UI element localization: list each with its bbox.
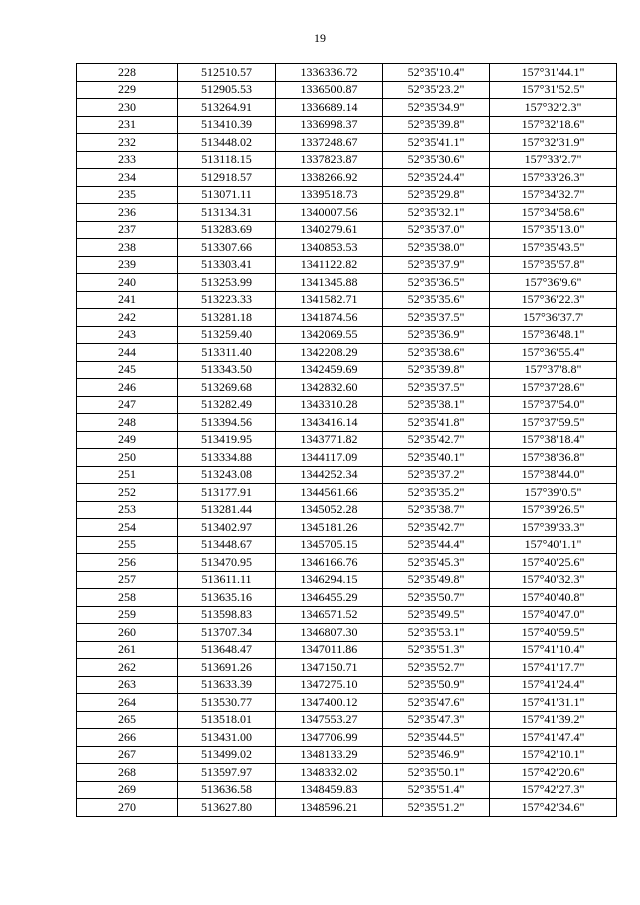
table-row — [77, 431, 617, 449]
x-coordinate-cell: 513177.91 — [178, 484, 276, 502]
latitude-cell: 52°35'51.3" — [383, 641, 490, 659]
longitude-cell: 157°36'48.1" — [490, 326, 617, 344]
y-coordinate-cell: 1340853.53 — [276, 239, 383, 257]
point-number-cell: 236 — [77, 204, 178, 222]
longitude-cell: 157°42'10.1" — [490, 746, 617, 764]
point-number-cell: 256 — [77, 554, 178, 572]
point-number-cell: 267 — [77, 746, 178, 764]
x-coordinate-cell: 513269.68 — [178, 379, 276, 397]
table-row — [77, 169, 617, 187]
latitude-cell: 52°35'44.5" — [383, 729, 490, 747]
table-row — [77, 81, 617, 99]
coordinates-table-body — [77, 64, 617, 817]
latitude-cell: 52°35'42.7" — [383, 431, 490, 449]
y-coordinate-cell: 1341122.82 — [276, 256, 383, 274]
point-number-cell: 245 — [77, 361, 178, 379]
y-coordinate-cell: 1348332.02 — [276, 764, 383, 782]
point-number-cell: 229 — [77, 81, 178, 99]
x-coordinate-cell: 512510.57 — [178, 64, 276, 82]
latitude-cell: 52°35'38.1" — [383, 396, 490, 414]
latitude-cell: 52°35'37.2" — [383, 466, 490, 484]
y-coordinate-cell: 1347150.71 — [276, 659, 383, 677]
x-coordinate-cell: 513648.47 — [178, 641, 276, 659]
point-number-cell: 262 — [77, 659, 178, 677]
x-coordinate-cell: 513283.69 — [178, 221, 276, 239]
longitude-cell: 157°38'18.4" — [490, 431, 617, 449]
y-coordinate-cell: 1348596.21 — [276, 799, 383, 817]
y-coordinate-cell: 1347275.10 — [276, 676, 383, 694]
y-coordinate-cell: 1339518.73 — [276, 186, 383, 204]
table-row — [77, 256, 617, 274]
longitude-cell: 157°39'33.3" — [490, 519, 617, 537]
y-coordinate-cell: 1336998.37 — [276, 116, 383, 134]
table-row — [77, 641, 617, 659]
y-coordinate-cell: 1341345.88 — [276, 274, 383, 292]
y-coordinate-cell: 1343310.28 — [276, 396, 383, 414]
table-row — [77, 589, 617, 607]
table-row — [77, 799, 617, 817]
x-coordinate-cell: 513499.02 — [178, 746, 276, 764]
x-coordinate-cell: 512905.53 — [178, 81, 276, 99]
latitude-cell: 52°35'34.9" — [383, 99, 490, 117]
table-row — [77, 134, 617, 152]
table-row — [77, 291, 617, 309]
point-number-cell: 266 — [77, 729, 178, 747]
table-row — [77, 676, 617, 694]
point-number-cell: 237 — [77, 221, 178, 239]
longitude-cell: 157°37'59.5" — [490, 414, 617, 432]
latitude-cell: 52°35'37.5" — [383, 379, 490, 397]
y-coordinate-cell: 1348133.29 — [276, 746, 383, 764]
longitude-cell: 157°41'24.4" — [490, 676, 617, 694]
longitude-cell: 157°40'40.8" — [490, 589, 617, 607]
table-row — [77, 501, 617, 519]
latitude-cell: 52°35'50.1" — [383, 764, 490, 782]
point-number-cell: 260 — [77, 624, 178, 642]
latitude-cell: 52°35'29.8" — [383, 186, 490, 204]
y-coordinate-cell: 1336500.87 — [276, 81, 383, 99]
coordinates-table — [76, 63, 617, 817]
latitude-cell: 52°35'49.8" — [383, 571, 490, 589]
table-row — [77, 361, 617, 379]
latitude-cell: 52°35'24.4" — [383, 169, 490, 187]
y-coordinate-cell: 1337248.67 — [276, 134, 383, 152]
x-coordinate-cell: 513334.88 — [178, 449, 276, 467]
latitude-cell: 52°35'42.7" — [383, 519, 490, 537]
table-row — [77, 309, 617, 327]
point-number-cell: 246 — [77, 379, 178, 397]
point-number-cell: 268 — [77, 764, 178, 782]
y-coordinate-cell: 1346807.30 — [276, 624, 383, 642]
x-coordinate-cell: 513448.67 — [178, 536, 276, 554]
point-number-cell: 232 — [77, 134, 178, 152]
longitude-cell: 157°39'0.5" — [490, 484, 617, 502]
longitude-cell: 157°40'25.6" — [490, 554, 617, 572]
longitude-cell: 157°40'32.3" — [490, 571, 617, 589]
point-number-cell: 257 — [77, 571, 178, 589]
longitude-cell: 157°33'26.3" — [490, 169, 617, 187]
point-number-cell: 270 — [77, 799, 178, 817]
longitude-cell: 157°38'36.8" — [490, 449, 617, 467]
y-coordinate-cell: 1344252.34 — [276, 466, 383, 484]
longitude-cell: 157°37'8.8" — [490, 361, 617, 379]
longitude-cell: 157°35'57.8" — [490, 256, 617, 274]
x-coordinate-cell: 513707.34 — [178, 624, 276, 642]
longitude-cell: 157°37'54.0" — [490, 396, 617, 414]
latitude-cell: 52°35'49.5" — [383, 606, 490, 624]
x-coordinate-cell: 513636.58 — [178, 781, 276, 799]
table-row — [77, 396, 617, 414]
longitude-cell: 157°37'28.6" — [490, 379, 617, 397]
table-row — [77, 379, 617, 397]
latitude-cell: 52°35'39.8" — [383, 116, 490, 134]
x-coordinate-cell: 513691.26 — [178, 659, 276, 677]
latitude-cell: 52°35'37.9" — [383, 256, 490, 274]
longitude-cell: 157°36'37.7' — [490, 309, 617, 327]
latitude-cell: 52°35'53.1" — [383, 624, 490, 642]
table-row — [77, 606, 617, 624]
latitude-cell: 52°35'47.3" — [383, 711, 490, 729]
x-coordinate-cell: 513343.50 — [178, 361, 276, 379]
point-number-cell: 269 — [77, 781, 178, 799]
point-number-cell: 253 — [77, 501, 178, 519]
y-coordinate-cell: 1342459.69 — [276, 361, 383, 379]
page-number: 19 — [314, 31, 326, 45]
longitude-cell: 157°36'22.3" — [490, 291, 617, 309]
point-number-cell: 235 — [77, 186, 178, 204]
y-coordinate-cell: 1340007.56 — [276, 204, 383, 222]
point-number-cell: 265 — [77, 711, 178, 729]
point-number-cell: 250 — [77, 449, 178, 467]
longitude-cell: 157°34'58.6" — [490, 204, 617, 222]
y-coordinate-cell: 1338266.92 — [276, 169, 383, 187]
x-coordinate-cell: 513448.02 — [178, 134, 276, 152]
x-coordinate-cell: 512918.57 — [178, 169, 276, 187]
table-row — [77, 746, 617, 764]
point-number-cell: 254 — [77, 519, 178, 537]
longitude-cell: 157°41'31.1" — [490, 694, 617, 712]
latitude-cell: 52°35'46.9" — [383, 746, 490, 764]
latitude-cell: 52°35'50.7" — [383, 589, 490, 607]
table-row — [77, 99, 617, 117]
x-coordinate-cell: 513259.40 — [178, 326, 276, 344]
point-number-cell: 241 — [77, 291, 178, 309]
y-coordinate-cell: 1346166.76 — [276, 554, 383, 572]
y-coordinate-cell: 1346571.52 — [276, 606, 383, 624]
x-coordinate-cell: 513518.01 — [178, 711, 276, 729]
latitude-cell: 52°35'37.5" — [383, 309, 490, 327]
longitude-cell: 157°38'44.0" — [490, 466, 617, 484]
longitude-cell: 157°33'2.7" — [490, 151, 617, 169]
x-coordinate-cell: 513281.44 — [178, 501, 276, 519]
table-row — [77, 116, 617, 134]
table-row — [77, 781, 617, 799]
y-coordinate-cell: 1347011.86 — [276, 641, 383, 659]
x-coordinate-cell: 513627.80 — [178, 799, 276, 817]
point-number-cell: 240 — [77, 274, 178, 292]
table-row — [77, 659, 617, 677]
point-number-cell: 258 — [77, 589, 178, 607]
table-row — [77, 729, 617, 747]
table-row — [77, 414, 617, 432]
latitude-cell: 52°35'35.6" — [383, 291, 490, 309]
latitude-cell: 52°35'47.6" — [383, 694, 490, 712]
longitude-cell: 157°42'27.3" — [490, 781, 617, 799]
x-coordinate-cell: 513311.40 — [178, 344, 276, 362]
point-number-cell: 228 — [77, 64, 178, 82]
table-row — [77, 711, 617, 729]
x-coordinate-cell: 513253.99 — [178, 274, 276, 292]
longitude-cell: 157°35'13.0" — [490, 221, 617, 239]
y-coordinate-cell: 1342069.55 — [276, 326, 383, 344]
table-row — [77, 186, 617, 204]
point-number-cell: 242 — [77, 309, 178, 327]
longitude-cell: 157°35'43.5" — [490, 239, 617, 257]
table-row — [77, 519, 617, 537]
point-number-cell: 233 — [77, 151, 178, 169]
x-coordinate-cell: 513243.08 — [178, 466, 276, 484]
x-coordinate-cell: 513303.41 — [178, 256, 276, 274]
point-number-cell: 255 — [77, 536, 178, 554]
y-coordinate-cell: 1336689.14 — [276, 99, 383, 117]
table-row — [77, 221, 617, 239]
x-coordinate-cell: 513530.77 — [178, 694, 276, 712]
y-coordinate-cell: 1341874.56 — [276, 309, 383, 327]
y-coordinate-cell: 1342832.60 — [276, 379, 383, 397]
latitude-cell: 52°35'36.5" — [383, 274, 490, 292]
point-number-cell: 264 — [77, 694, 178, 712]
latitude-cell: 52°35'30.6" — [383, 151, 490, 169]
y-coordinate-cell: 1344561.66 — [276, 484, 383, 502]
latitude-cell: 52°35'38.0" — [383, 239, 490, 257]
y-coordinate-cell: 1345705.15 — [276, 536, 383, 554]
longitude-cell: 157°40'59.5" — [490, 624, 617, 642]
table-row — [77, 274, 617, 292]
latitude-cell: 52°35'37.0" — [383, 221, 490, 239]
latitude-cell: 52°35'51.2" — [383, 799, 490, 817]
x-coordinate-cell: 513394.56 — [178, 414, 276, 432]
point-number-cell: 244 — [77, 344, 178, 362]
latitude-cell: 52°35'38.7" — [383, 501, 490, 519]
longitude-cell: 157°40'47.0" — [490, 606, 617, 624]
latitude-cell: 52°35'36.9" — [383, 326, 490, 344]
table-row — [77, 204, 617, 222]
point-number-cell: 252 — [77, 484, 178, 502]
longitude-cell: 157°36'9.6" — [490, 274, 617, 292]
longitude-cell: 157°41'10.4" — [490, 641, 617, 659]
longitude-cell: 157°42'20.6" — [490, 764, 617, 782]
x-coordinate-cell: 513635.16 — [178, 589, 276, 607]
point-number-cell: 230 — [77, 99, 178, 117]
x-coordinate-cell: 513419.95 — [178, 431, 276, 449]
x-coordinate-cell: 513223.33 — [178, 291, 276, 309]
table-row — [77, 466, 617, 484]
y-coordinate-cell: 1343771.82 — [276, 431, 383, 449]
point-number-cell: 251 — [77, 466, 178, 484]
point-number-cell: 261 — [77, 641, 178, 659]
table-row — [77, 571, 617, 589]
longitude-cell: 157°39'26.5" — [490, 501, 617, 519]
y-coordinate-cell: 1347706.99 — [276, 729, 383, 747]
point-number-cell: 234 — [77, 169, 178, 187]
y-coordinate-cell: 1342208.29 — [276, 344, 383, 362]
y-coordinate-cell: 1345181.26 — [276, 519, 383, 537]
y-coordinate-cell: 1337823.87 — [276, 151, 383, 169]
table-row — [77, 764, 617, 782]
x-coordinate-cell: 513470.95 — [178, 554, 276, 572]
table-row — [77, 344, 617, 362]
y-coordinate-cell: 1347553.27 — [276, 711, 383, 729]
table-row — [77, 151, 617, 169]
latitude-cell: 52°35'51.4" — [383, 781, 490, 799]
table-row — [77, 694, 617, 712]
point-number-cell: 247 — [77, 396, 178, 414]
x-coordinate-cell: 513402.97 — [178, 519, 276, 537]
y-coordinate-cell: 1344117.09 — [276, 449, 383, 467]
latitude-cell: 52°35'32.1" — [383, 204, 490, 222]
latitude-cell: 52°35'41.8" — [383, 414, 490, 432]
y-coordinate-cell: 1345052.28 — [276, 501, 383, 519]
x-coordinate-cell: 513410.39 — [178, 116, 276, 134]
point-number-cell: 249 — [77, 431, 178, 449]
longitude-cell: 157°40'1.1" — [490, 536, 617, 554]
x-coordinate-cell: 513071.11 — [178, 186, 276, 204]
x-coordinate-cell: 513431.00 — [178, 729, 276, 747]
latitude-cell: 52°35'39.8" — [383, 361, 490, 379]
longitude-cell: 157°31'44.1" — [490, 64, 617, 82]
point-number-cell: 231 — [77, 116, 178, 134]
x-coordinate-cell: 513281.18 — [178, 309, 276, 327]
latitude-cell: 52°35'23.2" — [383, 81, 490, 99]
y-coordinate-cell: 1341582.71 — [276, 291, 383, 309]
longitude-cell: 157°42'34.6" — [490, 799, 617, 817]
x-coordinate-cell: 513282.49 — [178, 396, 276, 414]
x-coordinate-cell: 513598.83 — [178, 606, 276, 624]
x-coordinate-cell: 513633.39 — [178, 676, 276, 694]
table-row — [77, 484, 617, 502]
longitude-cell: 157°34'32.7" — [490, 186, 617, 204]
longitude-cell: 157°36'55.4" — [490, 344, 617, 362]
x-coordinate-cell: 513307.66 — [178, 239, 276, 257]
point-number-cell: 259 — [77, 606, 178, 624]
latitude-cell: 52°35'50.9" — [383, 676, 490, 694]
longitude-cell: 157°41'17.7" — [490, 659, 617, 677]
y-coordinate-cell: 1346294.15 — [276, 571, 383, 589]
latitude-cell: 52°35'52.7" — [383, 659, 490, 677]
point-number-cell: 243 — [77, 326, 178, 344]
y-coordinate-cell: 1346455.29 — [276, 589, 383, 607]
x-coordinate-cell: 513611.11 — [178, 571, 276, 589]
longitude-cell: 157°32'18.6" — [490, 116, 617, 134]
latitude-cell: 52°35'38.6" — [383, 344, 490, 362]
latitude-cell: 52°35'35.2" — [383, 484, 490, 502]
longitude-cell: 157°32'2.3" — [490, 99, 617, 117]
x-coordinate-cell: 513134.31 — [178, 204, 276, 222]
latitude-cell: 52°35'44.4" — [383, 536, 490, 554]
latitude-cell: 52°35'45.3" — [383, 554, 490, 572]
point-number-cell: 238 — [77, 239, 178, 257]
table-row — [77, 536, 617, 554]
y-coordinate-cell: 1347400.12 — [276, 694, 383, 712]
x-coordinate-cell: 513118.15 — [178, 151, 276, 169]
longitude-cell: 157°32'31.9" — [490, 134, 617, 152]
table-row — [77, 624, 617, 642]
point-number-cell: 248 — [77, 414, 178, 432]
latitude-cell: 52°35'10.4" — [383, 64, 490, 82]
y-coordinate-cell: 1343416.14 — [276, 414, 383, 432]
latitude-cell: 52°35'41.1" — [383, 134, 490, 152]
table-row — [77, 64, 617, 82]
y-coordinate-cell: 1340279.61 — [276, 221, 383, 239]
y-coordinate-cell: 1336336.72 — [276, 64, 383, 82]
y-coordinate-cell: 1348459.83 — [276, 781, 383, 799]
point-number-cell: 239 — [77, 256, 178, 274]
table-row — [77, 239, 617, 257]
x-coordinate-cell: 513264.91 — [178, 99, 276, 117]
table-row — [77, 554, 617, 572]
point-number-cell: 263 — [77, 676, 178, 694]
longitude-cell: 157°41'39.2" — [490, 711, 617, 729]
table-row — [77, 326, 617, 344]
table-row — [77, 449, 617, 467]
longitude-cell: 157°31'52.5" — [490, 81, 617, 99]
x-coordinate-cell: 513597.97 — [178, 764, 276, 782]
latitude-cell: 52°35'40.1" — [383, 449, 490, 467]
longitude-cell: 157°41'47.4" — [490, 729, 617, 747]
